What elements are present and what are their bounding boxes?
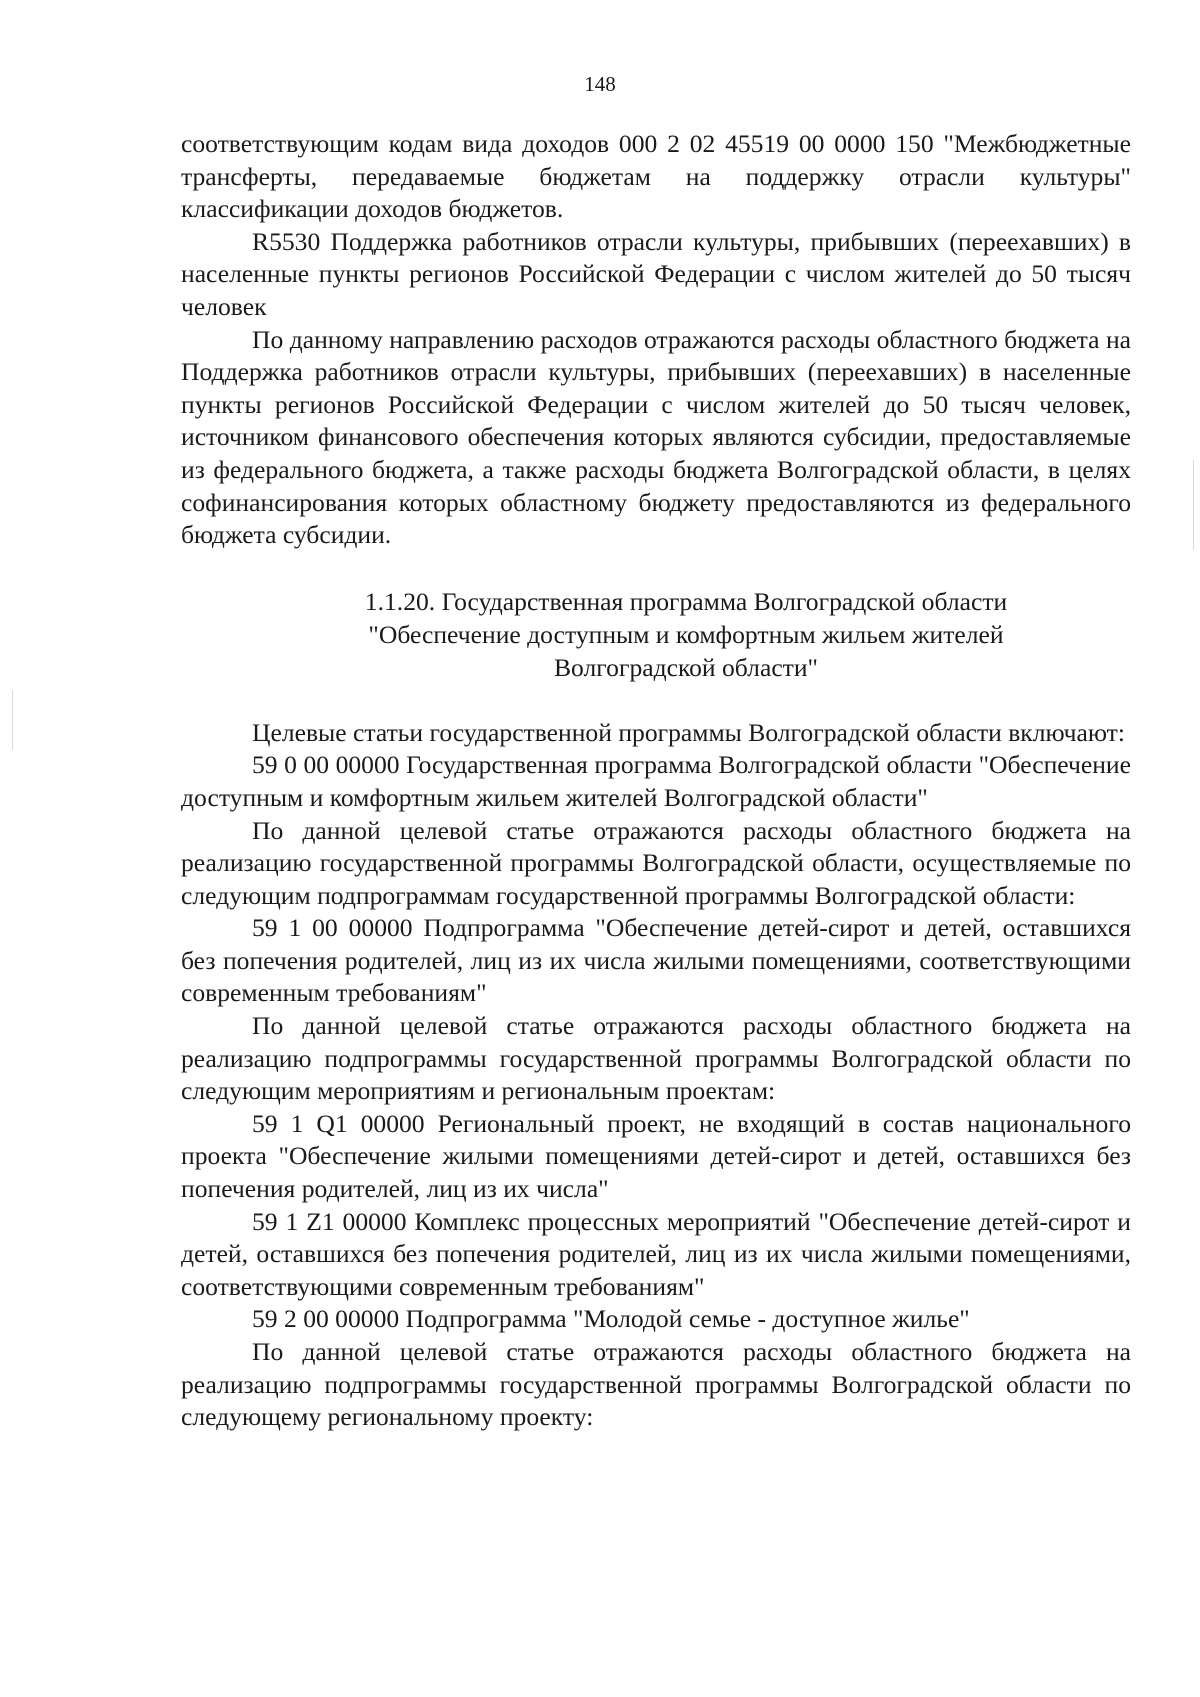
paragraph: 59 1 00 00000 Подпрограмма "Обеспечение детей-сирот и детей, оставшихся без попечения родителей, лиц из их числа жилыми помещениями, соответствующими современным требованиям" [181,913,1131,1008]
paragraph: По данной целевой статье отражаются расходы областного бюджета на реализацию подпрограммы государственной программы Волгоградской области по следующему региональному проекту: [181,1337,1131,1432]
paragraph: R5530 Поддержка работников отрасли культуры, прибывших (переехавших) в населенные пункты регионов Российской Федерации с числом жителей до 50 тысяч человек [181,226,1131,321]
section-heading-line: "Обеспечение доступным и комфортным жильем жителей [368,619,1004,649]
section-heading-line: 1.1.20. Государственная программа Волгоградской области [364,586,1008,616]
paragraph: 59 1 Z1 00000 Комплекс процессных мероприятий "Обеспечение детей-сирот и детей, оставшихся без попечения родителей, лиц из их числа жилыми помещениями, соответствующими современным требованиям" [181,1206,1131,1301]
paragraph: По данному направлению расходов отражаются расходы областного бюджета на Поддержка работников отрасли культуры, прибывших (переехавших) в населенные пункты регионов Российской Федерации с числом жителей до 50 тысяч человек, источником финансового обеспечения которых являются субсидии, предоставляемые из федерального бюджета, а также расходы бюджета Волгоградской области, в целях софинансирования которых областному бюджету предоставляются из федерального бюджета субсидии. [181,324,1131,550]
paragraph: По данной целевой статье отражаются расходы областного бюджета на реализацию подпрограммы государственной программы Волгоградской области по следующим мероприятиям и региональным проектам: [181,1011,1131,1106]
paragraph: 59 0 00 00000 Государственная программа Волгоградской области "Обеспечение доступным и комфортным жильем жителей Волгоградской области" [181,750,1131,812]
document-body [181,128,1131,1434]
paragraph: 59 2 00 00000 Подпрограмма "Молодой семье - доступное жилье" [252,1304,970,1334]
paragraph: По данной целевой статье отражаются расходы областного бюджета на реализацию государственной программы Волгоградской области, осуществляемые по следующим подпрограммам государственной программы Волгоградской области: [181,815,1131,910]
scan-edge-mark [1193,460,1194,550]
paragraph: соответствующим кодам вида доходов 000 2 02 45519 00 0000 150 "Межбюджетные трансферты, передаваемые бюджетам на поддержку отрасли культуры" классификации доходов бюджетов. [181,129,1131,224]
page-number: 148 [584,72,616,96]
section-heading-line: Волгоградской области" [553,652,819,682]
scan-edge-mark [12,690,13,750]
paragraph: Целевые статьи государственной программы Волгоградской области включают: [252,717,1125,747]
section-heading [181,585,1131,684]
paragraph: 59 1 Q1 00000 Региональный проект, не входящий в состав национального проекта "Обеспечение жилыми помещениями детей-сирот и детей, оставшихся без попечения родителей, лиц из их числа" [181,1108,1131,1204]
